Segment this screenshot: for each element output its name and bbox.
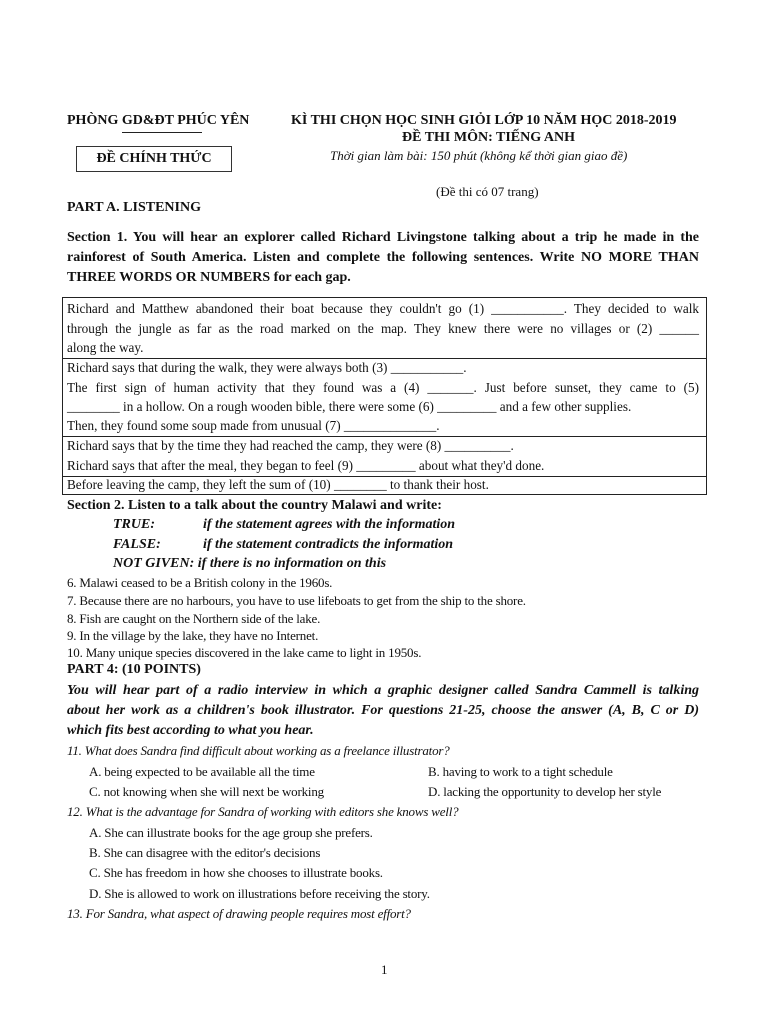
tfng-item: 8. Fish are caught on the Northern side of the lake. — [67, 611, 321, 626]
page-count-note: (Đề thi có 07 trang) — [436, 184, 539, 199]
q11-option-c: C. not knowing when she will next be working — [89, 784, 324, 799]
true-description: if the statement agrees with the information — [203, 517, 456, 532]
section1-instruction-line: rainforest of South America. Listen and complete the following sentences. Write NO MORE THAN — [67, 250, 699, 265]
false-description: if the statement contradicts the information — [203, 537, 454, 552]
part4-heading: PART 4: (10 POINTS) — [67, 662, 201, 677]
false-label: FALSE: — [113, 537, 161, 552]
part4-instruction-line: which fits best according to what you hear. — [67, 723, 314, 738]
q11-option-b: B. having to work to a tight schedule — [428, 764, 613, 779]
part4-instruction-line: You will hear part of a radio interview in which a graphic designer called Sandra Cammell is talking — [67, 683, 699, 698]
part4-instruction-line: about her work as a children's book illustrator. For questions 21-25, choose the answer (A, B, C or D) — [67, 703, 699, 718]
box-sentence-line: along the way. — [67, 340, 144, 355]
exam-title: KÌ THI CHỌN HỌC SINH GIỎI LỚP 10 NĂM HỌC 2018-2019 — [291, 113, 677, 128]
box-divider — [62, 436, 707, 437]
tfng-item: 7. Because there are no harbours, you have to use lifeboats to get from the ship to the shore. — [67, 593, 526, 608]
true-label: TRUE: — [113, 517, 155, 532]
page-number: 1 — [381, 962, 388, 977]
q12-option-a: A. She can illustrate books for the age group she prefers. — [89, 825, 373, 840]
box-sentence-line: Richard says that after the meal, they began to feel (9) _________ about what they'd done. — [67, 458, 545, 473]
box-divider — [62, 358, 707, 359]
tfng-item: 9. In the village by the lake, they have no Internet. — [67, 628, 319, 643]
q11-option-d: D. lacking the opportunity to develop her style — [428, 784, 662, 799]
section1-instruction-line: Section 1. You will hear an explorer called Richard Livingstone talking about a trip he made in the — [67, 230, 699, 245]
official-stamp-box — [76, 146, 232, 172]
box-sentence-line: Richard says that during the walk, they were always both (3) ___________. — [67, 360, 467, 375]
official-label: ĐỀ CHÍNH THỨC — [96, 151, 212, 166]
q12-option-c: C. She has freedom in how she chooses to illustrate books. — [89, 865, 383, 880]
exam-time: Thời gian làm bài: 150 phút (không kể thời gian giao đề) — [330, 148, 628, 163]
box-sentence-line: Before leaving the camp, they left the sum of (10) ________ to thank their host. — [67, 477, 489, 492]
department-name: PHÒNG GD&ĐT PHÚC YÊN — [67, 113, 250, 128]
box-sentence-line: The first sign of human activity that they found was a (4) _______. Just before sunset, they came to (5) — [67, 380, 699, 395]
box-sentence-line: Then, they found some soup made from unusual (7) ______________. — [67, 418, 440, 433]
question-12: 12. What is the advantage for Sandra of working with editors she knows well? — [67, 804, 459, 819]
section2-instruction: Section 2. Listen to a talk about the country Malawi and write: — [67, 498, 442, 513]
q11-option-a: A. being expected to be available all the time — [89, 764, 315, 779]
section1-instruction-line: THREE WORDS OR NUMBERS for each gap. — [67, 270, 351, 285]
box-sentence-line: Richard says that by the time they had reached the camp, they were (8) __________. — [67, 438, 514, 453]
question-11: 11. What does Sandra find difficult about working as a freelance illustrator? — [67, 743, 450, 758]
q12-option-b: B. She can disagree with the editor's decisions — [89, 845, 321, 860]
not-given-line: NOT GIVEN: if there is no information on this — [113, 556, 387, 571]
tfng-item: 6. Malawi ceased to be a British colony in the 1960s. — [67, 575, 333, 590]
question-13: 13. For Sandra, what aspect of drawing people requires most effort? — [67, 906, 411, 921]
q12-option-d: D. She is allowed to work on illustrations before receiving the story. — [89, 886, 430, 901]
tfng-item: 10. Many unique species discovered in the lake came to light in 1950s. — [67, 645, 422, 660]
department-underline — [122, 132, 202, 133]
exam-subject: ĐỀ THI MÔN: TIẾNG ANH — [402, 130, 575, 145]
part-a-heading: PART A. LISTENING — [67, 200, 201, 215]
box-sentence-line: through the jungle as far as the road marked on the map. They knew there were no villages or (2) ______ — [67, 321, 699, 336]
box-sentence-line: Richard and Matthew abandoned their boat because they couldn't go (1) ___________. They decided to walk — [67, 301, 699, 316]
box-sentence-line: ________ in a hollow. On a rough wooden bible, there were some (6) _________ and a few other supplies. — [67, 399, 632, 414]
